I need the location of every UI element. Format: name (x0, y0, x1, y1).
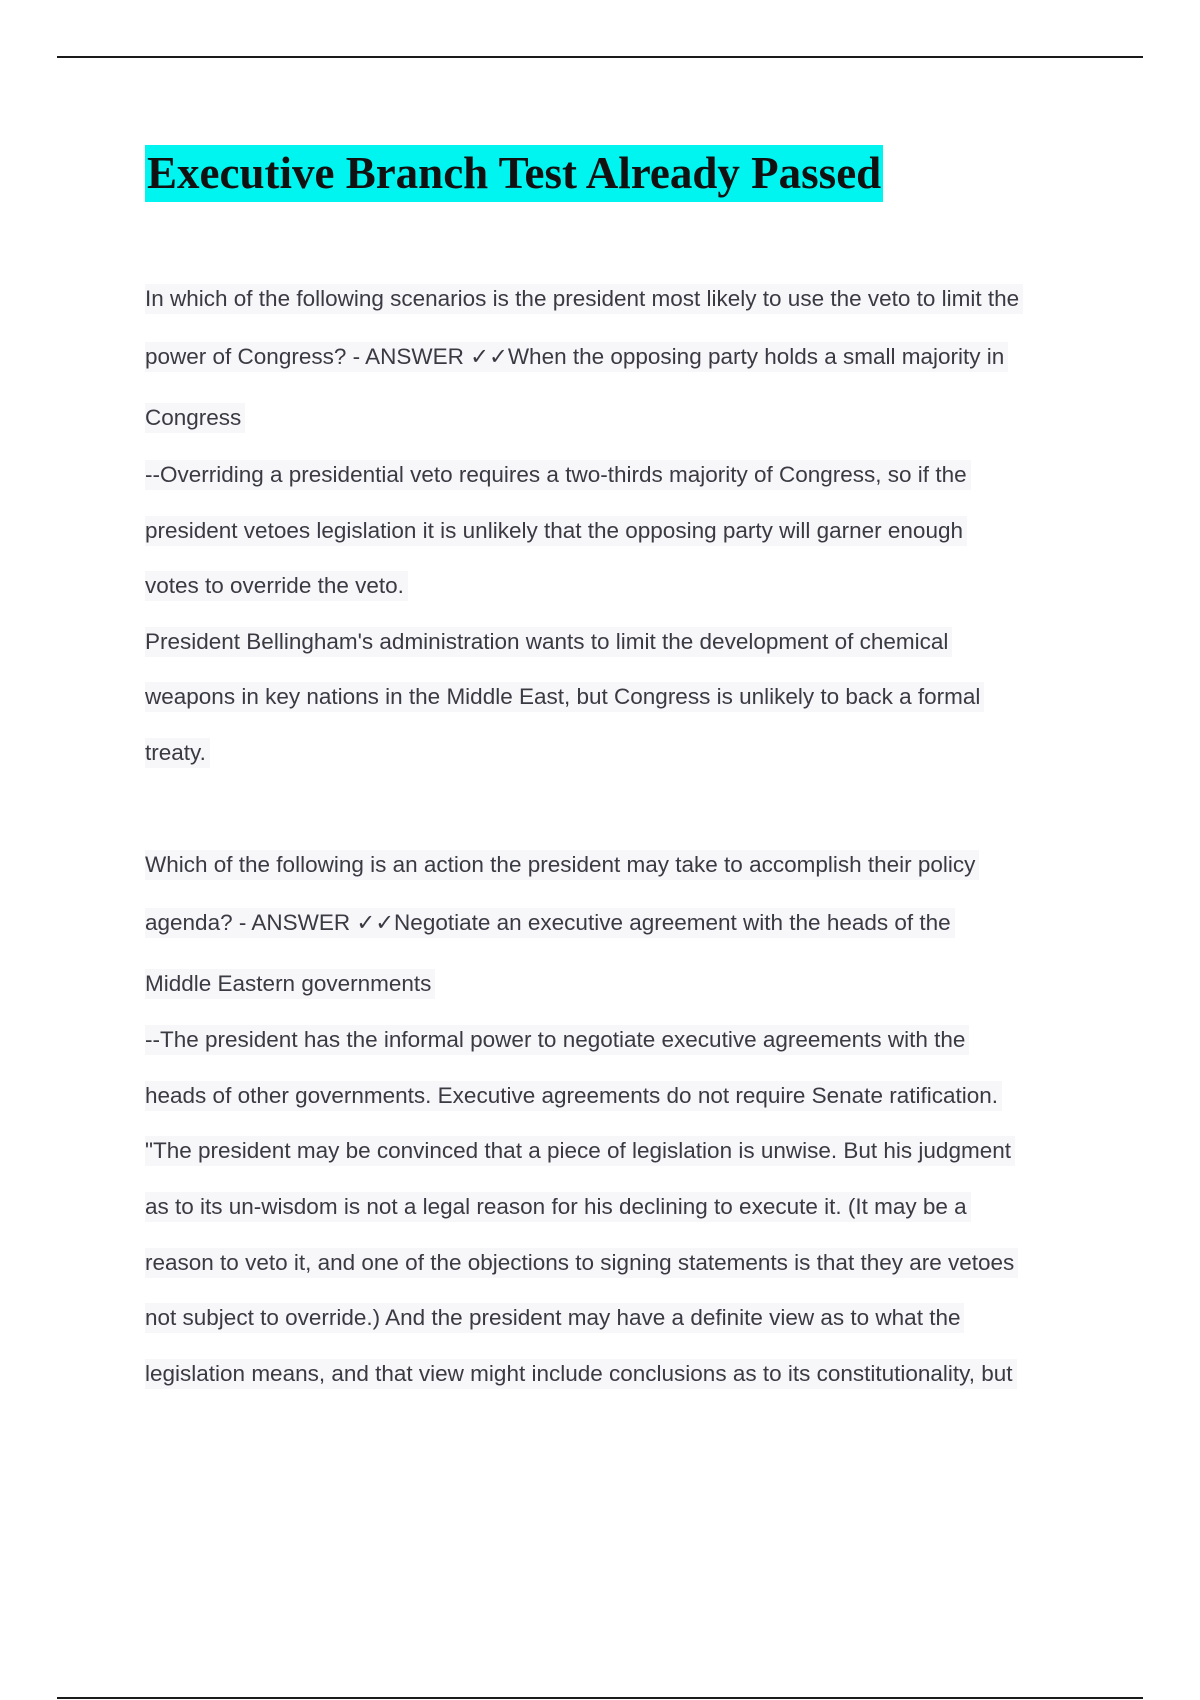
body-line: power of Congress? - ANSWER ✓✓When the opposing party holds a small majority in (145, 342, 1008, 372)
title-block (145, 145, 883, 202)
body-line: --The president has the informal power to negotiate executive agreements with the (145, 1025, 969, 1055)
top-rule (57, 56, 1143, 58)
body-line: In which of the following scenarios is the president most likely to use the veto to limit the (145, 284, 1023, 314)
body-line: "The president may be convinced that a piece of legislation is unwise. But his judgment (145, 1136, 1015, 1166)
body-line: heads of other governments. Executive agreements do not require Senate ratification. (145, 1081, 1002, 1111)
body-line: president vetoes legislation it is unlikely that the opposing party will garner enough (145, 516, 967, 546)
body-line: legislation means, and that view might include conclusions as to its constitutionality, but (145, 1359, 1017, 1389)
body-line: reason to veto it, and one of the objections to signing statements is that they are vetoes (145, 1248, 1018, 1278)
body-line: Which of the following is an action the president may take to accomplish their policy (145, 850, 979, 880)
body-line: votes to override the veto. (145, 571, 408, 601)
body-line: weapons in key nations in the Middle East, but Congress is unlikely to back a formal (145, 682, 984, 712)
body-line: Congress (145, 403, 245, 433)
document-title: Executive Branch Test Already Passed (145, 145, 883, 202)
bottom-rule (57, 1697, 1143, 1699)
body-line: treaty. (145, 738, 210, 768)
body-line: --Overriding a presidential veto requires a two-thirds majority of Congress, so if the (145, 460, 971, 490)
body-line: Middle Eastern governments (145, 969, 435, 999)
body-line: President Bellingham's administration wants to limit the development of chemical (145, 627, 952, 657)
body-line: as to its un-wisdom is not a legal reason for his declining to execute it. (It may be a (145, 1192, 971, 1222)
body-line: agenda? - ANSWER ✓✓Negotiate an executive agreement with the heads of the (145, 908, 955, 938)
body-line: not subject to override.) And the president may have a definite view as to what the (145, 1303, 964, 1333)
